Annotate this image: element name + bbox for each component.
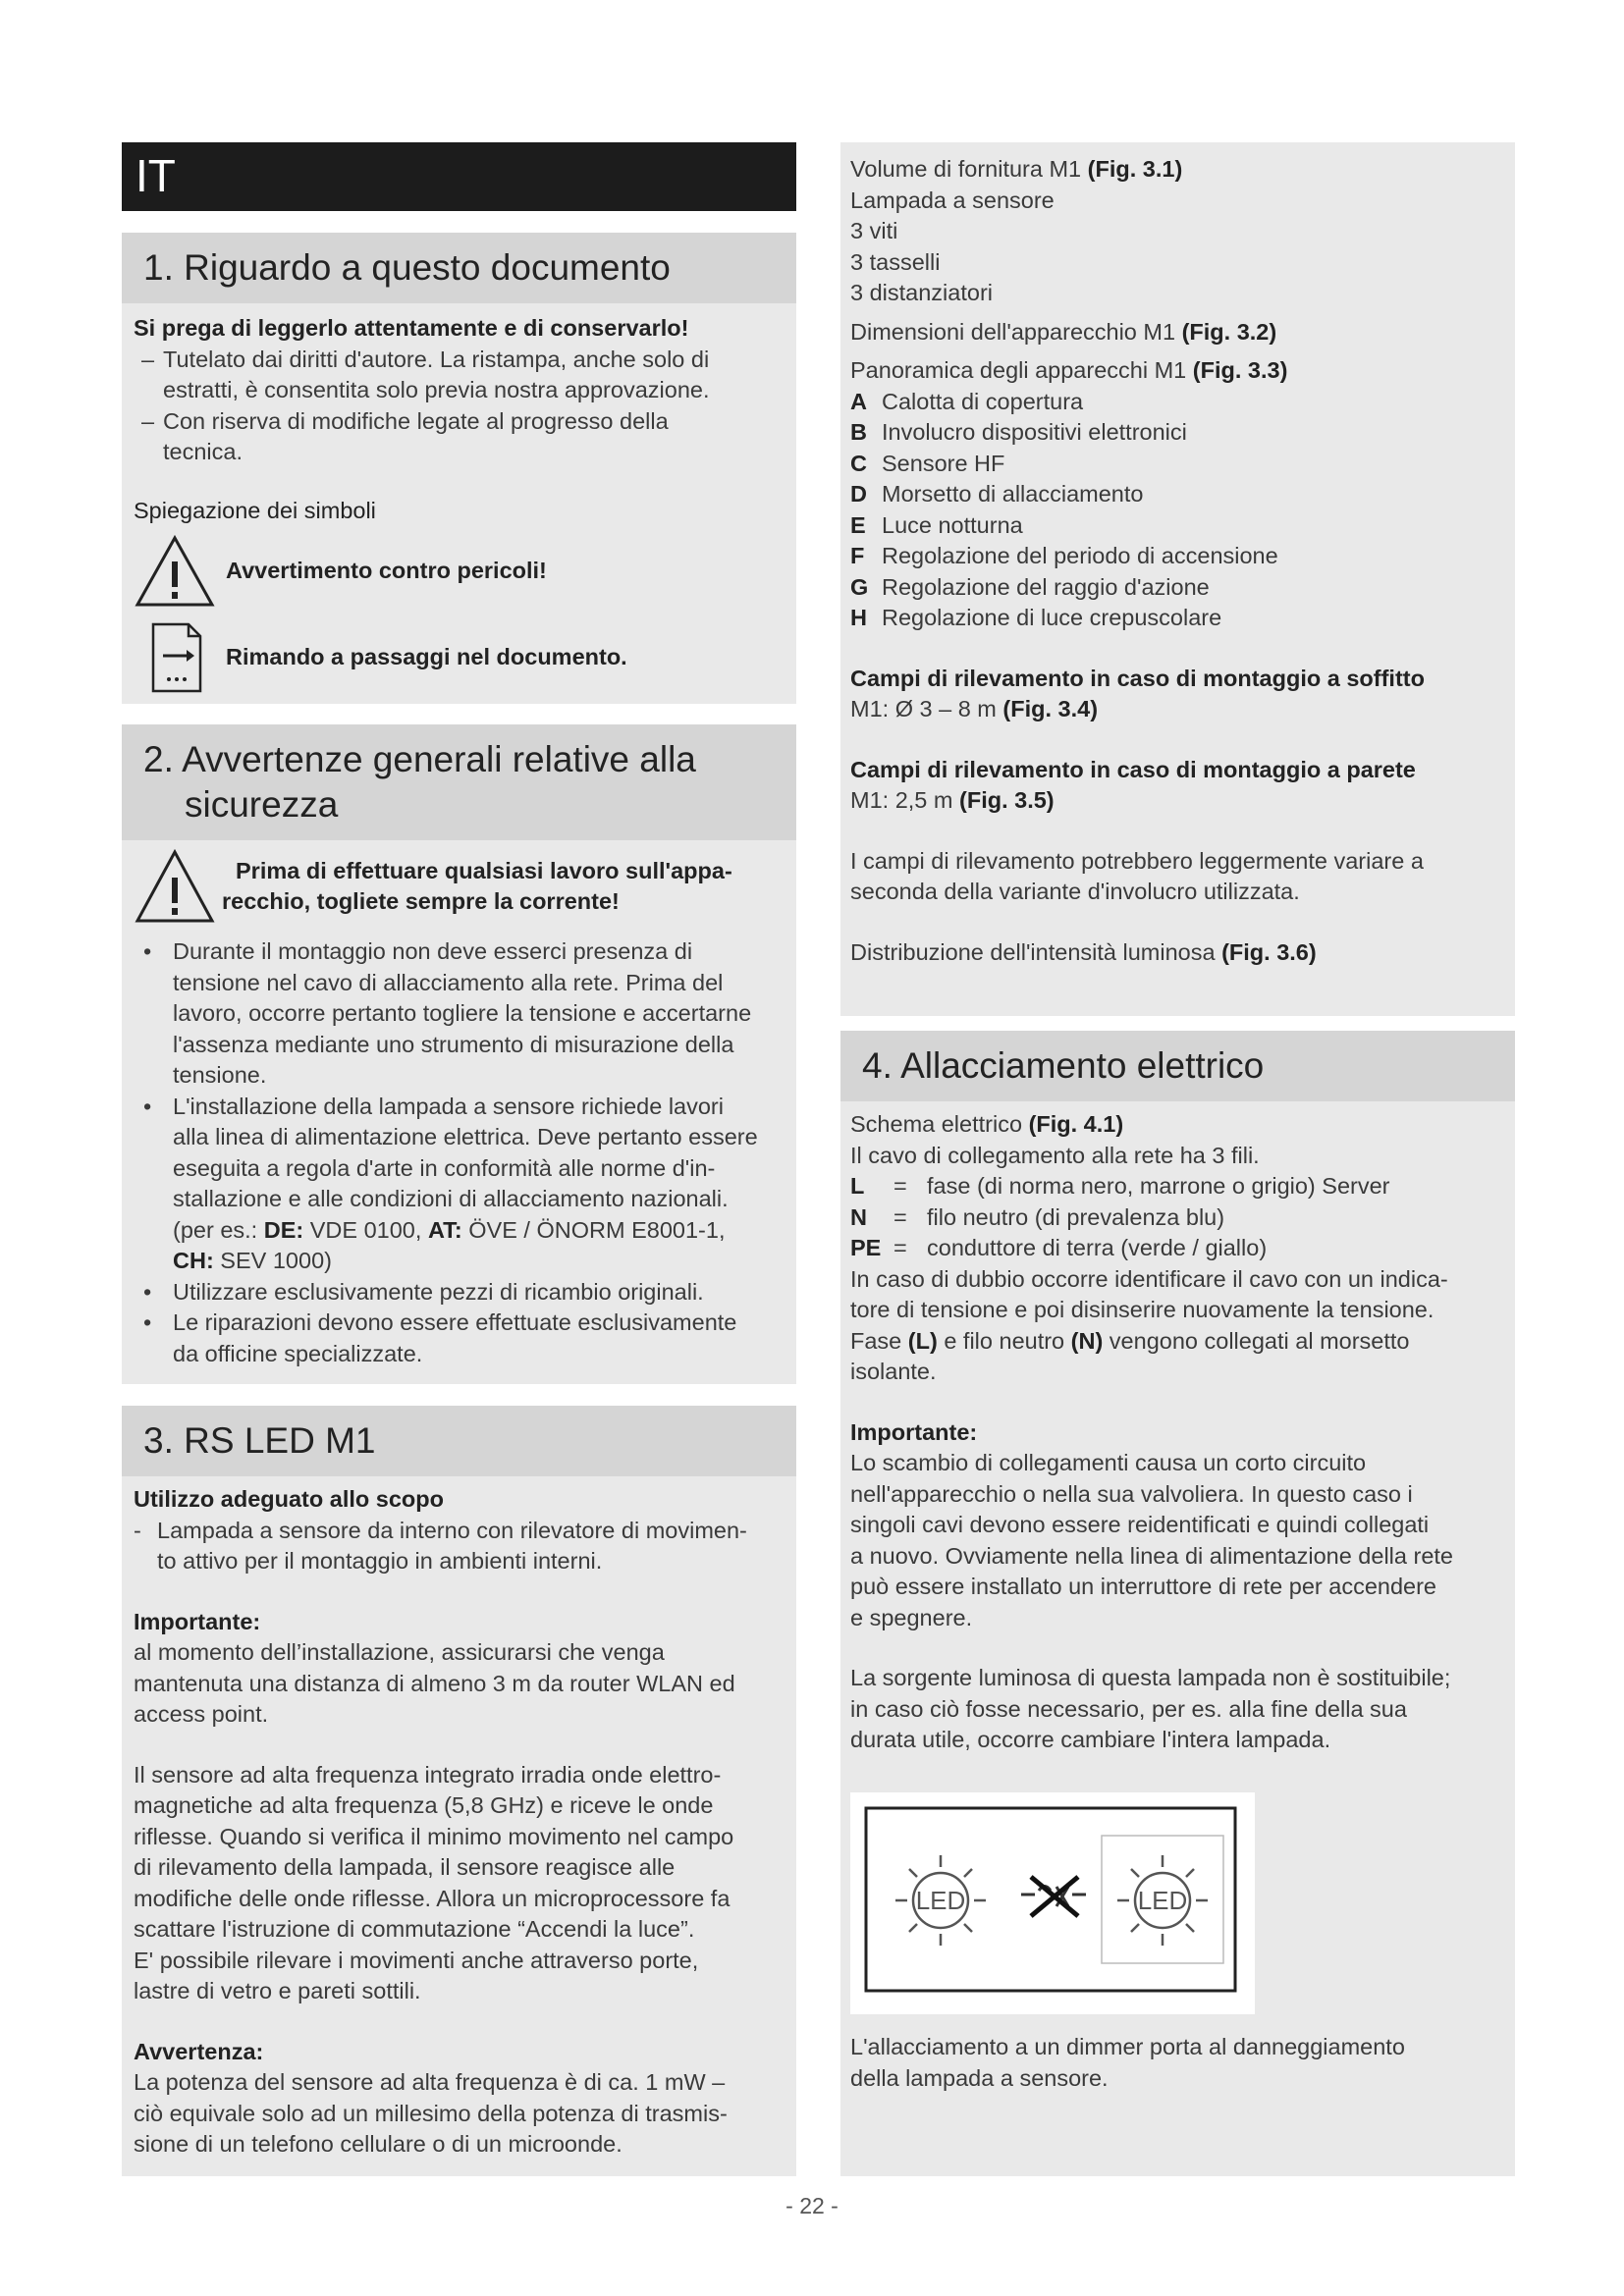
delivery-list: Lampada a sensore 3 viti 3 tasselli 3 distanziatori (850, 187, 1055, 305)
no-dimmer-figure (850, 1792, 1255, 2014)
list-item: • L'installazione della lampada a sensore richiede lavori alla linea di alimentazione elettrica. Deve pertanto essere eseguita a regola d'arte in conformità alle norme d'in- stallazione e alle condizioni di allacciamento nazionali. (per es.: DE: VDE 0100, AT: ÖVE / ÖNORM E8001-1, CH: SEV 1000) (143, 1093, 758, 1273)
section-3-panel (122, 1406, 796, 2176)
language-bar (122, 142, 796, 211)
list-item: C Sensore HF (850, 450, 1005, 476)
wall-heading: Campi di rilevamento in caso di montaggio a parete (850, 756, 1416, 782)
list-item: • Durante il montaggio non deve esserci presenza di tensione nel cavo di allacciamento alla rete. Prima del lavoro, occorre pertanto togliere la tensione e accertarne l'assenza mediante uno strumento di misurazione della tensione. (143, 938, 752, 1088)
warning-heading: Avvertenza: (134, 2038, 264, 2064)
warning-text: La potenza del sensore ad alta frequenza è di ca. 1 mW – ciò equivale solo ad un millesimo della potenza di trasmis- sione di un telefono cellulare o di un microonde. (134, 2069, 728, 2157)
list-item: – Tutelato dai diritti d'autore. La ristampa, anche solo di estratti, è consentita solo previa nostra approvazione. (141, 346, 710, 402)
symbol-reference-label: Rimando a passaggi nel documento. (226, 644, 627, 670)
phase-text: Fase (L) e filo neutro (N) vengono collegati al morsetto isolante. (850, 1327, 1410, 1384)
dimensions-line: Dimensioni dell'apparecchio M1 (Fig. 3.2) (850, 318, 1277, 345)
schema-line: Schema elettrico (Fig. 4.1) (850, 1111, 1124, 1137)
list-item: B Involucro dispositivi elettronici (850, 419, 1187, 445)
ceiling-value: M1: Ø 3 – 8 m (Fig. 3.4) (850, 696, 1099, 721)
page-number: - 22 - (785, 2193, 839, 2218)
list-item: G Regolazione del raggio d'azione (850, 573, 1210, 600)
section-4-heading: 4. Allacciamento elettrico (840, 1031, 1515, 1101)
list-item: F Regolazione del periodo di accensione (850, 543, 1278, 568)
important-heading: Importante: (850, 1418, 978, 1445)
dimmer-warning-text: L'allacciamento a un dimmer porta al danneggiamento della lampada a sensore. (850, 2034, 1405, 2091)
light-source-text: La sorgente luminosa di questa lampada non è sostituibile; in caso ciò fosse necessario, per es. alla fine della sua durata utile, occorre cambiare l'intera lampada. (850, 1665, 1451, 1752)
wire-code-row: N = filo neutro (di prevalenza blu) (850, 1203, 1225, 1230)
overview-line: Panoramica degli apparecchi M1 (Fig. 3.3) (850, 357, 1288, 383)
delivery-heading: Volume di fornitura M1 (Fig. 3.1) (850, 156, 1183, 182)
list-item: E Luce notturna (850, 511, 1023, 538)
doubt-text: In caso di dubbio occorre identificare il cavo con un indica- tore di tensione e poi disinserire nuovamente la tensione. (850, 1265, 1448, 1322)
symbols-heading: Spiegazione dei simboli (134, 497, 376, 523)
important-heading: Importante: (134, 1608, 261, 1634)
list-item: D Morsetto di allacciamento (850, 481, 1144, 507)
section-1-heading: 1. Riguardo a questo documento (122, 233, 796, 303)
section-3-heading: 3. RS LED M1 (122, 1406, 796, 1476)
distribution-line: Distribuzione dell'intensità luminosa (Fig. 3.6) (850, 938, 1317, 965)
safety-warning-line1: Prima di effettuare qualsiasi lavoro sull'appa- (236, 857, 732, 883)
list-item: H Regolazione di luce crepuscolare (850, 605, 1222, 630)
wall-value: M1: 2,5 m (Fig. 3.5) (850, 787, 1055, 813)
parts-list (850, 387, 1505, 634)
ceiling-heading: Campi di rilevamento in caso di montaggio a soffitto (850, 665, 1425, 691)
safety-warning-line2: recchio, togliete sempre la corrente! (222, 888, 620, 914)
wire-code-row: PE = conduttore di terra (verde / giallo) (850, 1235, 1268, 1260)
wire-code-row: L = fase (di norma nero, marrone o grigio) Server (850, 1173, 1390, 1199)
section-1-intro: Si prega di leggerlo attentamente e di conservarlo! (134, 315, 689, 341)
warning-triangle-icon (134, 848, 216, 925)
led-label: LED (915, 1886, 966, 1915)
language-code: IT (135, 150, 176, 201)
list-item: A Calotta di copertura (850, 388, 1084, 414)
use-heading: Utilizzo adeguato allo scopo (134, 1486, 444, 1512)
important-text: al momento dell’installazione, assicurarsi che venga mantenuta una distanza di almeno 3 m da router WLAN ed access point. (134, 1639, 735, 1727)
section-2-heading: 2. Avvertenze generali relative alla sicurezza (122, 724, 796, 840)
section-1-panel (122, 233, 796, 704)
warning-triangle-icon (134, 534, 216, 609)
section-3-continued-panel (840, 142, 1515, 1016)
symbol-warning-label: Avvertimento contro pericoli! (226, 558, 547, 584)
important-text: Lo scambio di collegamenti causa un corto circuito nell'apparecchio o nella sua valvoliera. In questo caso i singoli cavi devono essere reidentificati e quindi collegati a nuovo. Ovviamente nella linea di alimentazione della rete può essere installato un interruttore di rete per accendere e spegnere. (850, 1450, 1453, 1630)
hf-sensor-text: Il sensore ad alta frequenza integrato irradia onde elettro- magnetiche ad alta frequenza (5,8 GHz) e riceve le onde riflesse. Quando si verifica il minimo movimento nel campo di rilevamento della lampada, il sensore reagisce alle modifiche delle onde riflesse. Allora un microprocessore fa scattare l'istruzione di commutazione “Accendi la luce”. E' possibile rilevare i movimenti anche attraverso porte, lastre di vetro e pareti sottili. (134, 1761, 734, 2003)
list-item: – Con riserva di modifiche legate al progresso della tecnica. (141, 407, 669, 464)
variance-text: I campi di rilevamento potrebbero leggermente variare a seconda della variante d'involucro utilizzata. (850, 847, 1424, 904)
list-item: - Lampada a sensore da interno con rilevatore di movimen- to attivo per il montaggio in ambienti interni. (134, 1517, 747, 1574)
list-item: • Le riparazioni devono essere effettuate esclusivamente da officine specializzate. (143, 1309, 737, 1366)
section-2-panel (122, 724, 796, 1384)
cable-line: Il cavo di collegamento alla rete ha 3 fili. (850, 1142, 1260, 1168)
document-reference-icon (134, 618, 216, 697)
led-label: LED (1137, 1886, 1188, 1915)
list-item: • Utilizzare esclusivamente pezzi di ricambio originali. (143, 1278, 704, 1305)
